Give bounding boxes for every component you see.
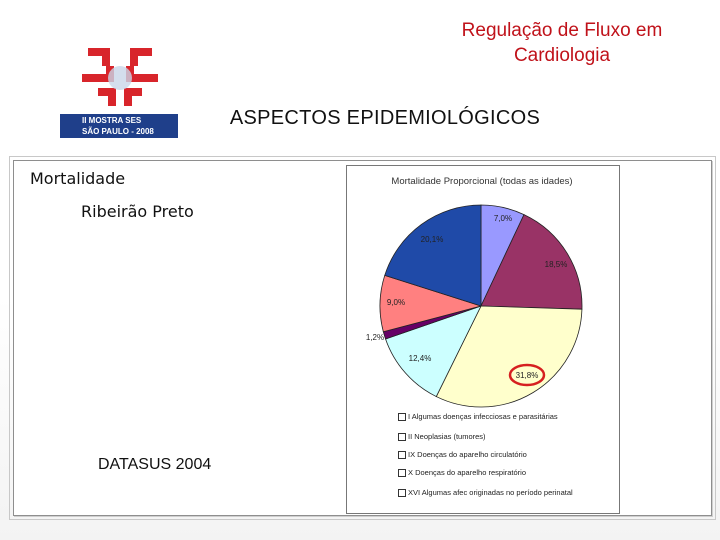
pie-slice-label: 7,0% [493, 214, 513, 223]
title-line-1: Regulação de Fluxo em [461, 20, 663, 41]
source-label: DATASUS 2004 [98, 456, 212, 473]
legend-text: Doenças do aparelho circulatório [417, 450, 527, 459]
legend-text: Algumas afec originadas no período perinatal [421, 488, 573, 497]
pie-slice-label: 9,0% [386, 298, 406, 307]
legend-code: X [408, 468, 416, 477]
logo-caption-line-1: II MOSTRA SES [82, 116, 142, 125]
legend-swatch [398, 489, 406, 497]
legend-swatch [398, 451, 406, 459]
legend-code: XVI [408, 488, 422, 497]
title-line-2: Cardiologia [513, 45, 611, 66]
legend-item [398, 450, 598, 459]
legend-code: IX [408, 450, 418, 459]
legend-code: I [408, 412, 412, 421]
chart-title: Mortalidade Proporcional (todas as idades) [391, 176, 573, 187]
legend-item [398, 488, 598, 497]
pie-slice-label: 12,4% [408, 354, 432, 363]
legend-code: II [408, 432, 415, 441]
legend-swatch [398, 413, 406, 421]
legend-item [398, 468, 598, 477]
pie-slice-label: 18,5% [544, 260, 568, 269]
legend-item [398, 412, 598, 421]
legend-text: Doenças do aparelho respiratório [415, 468, 526, 477]
mortality-label: Mortalidade [30, 169, 126, 188]
section-title: ASPECTOS EPIDEMIOLÓGICOS [229, 107, 541, 129]
legend-item [398, 432, 598, 441]
pie-slice-label: 20,1% [420, 235, 444, 244]
pie-slice-label: 31,8% [515, 371, 539, 380]
city-label: Ribeirão Preto [81, 202, 194, 221]
legend-swatch [398, 433, 406, 441]
logo-caption-line-2: SÃO PAULO - 2008 [82, 127, 154, 136]
legend-text: Algumas doenças infecciosas e parasitárias [411, 412, 558, 421]
legend-swatch [398, 469, 406, 477]
pie-slice-label: 1,2% [365, 333, 385, 342]
legend-text: Neoplasias (tumores) [414, 432, 486, 441]
